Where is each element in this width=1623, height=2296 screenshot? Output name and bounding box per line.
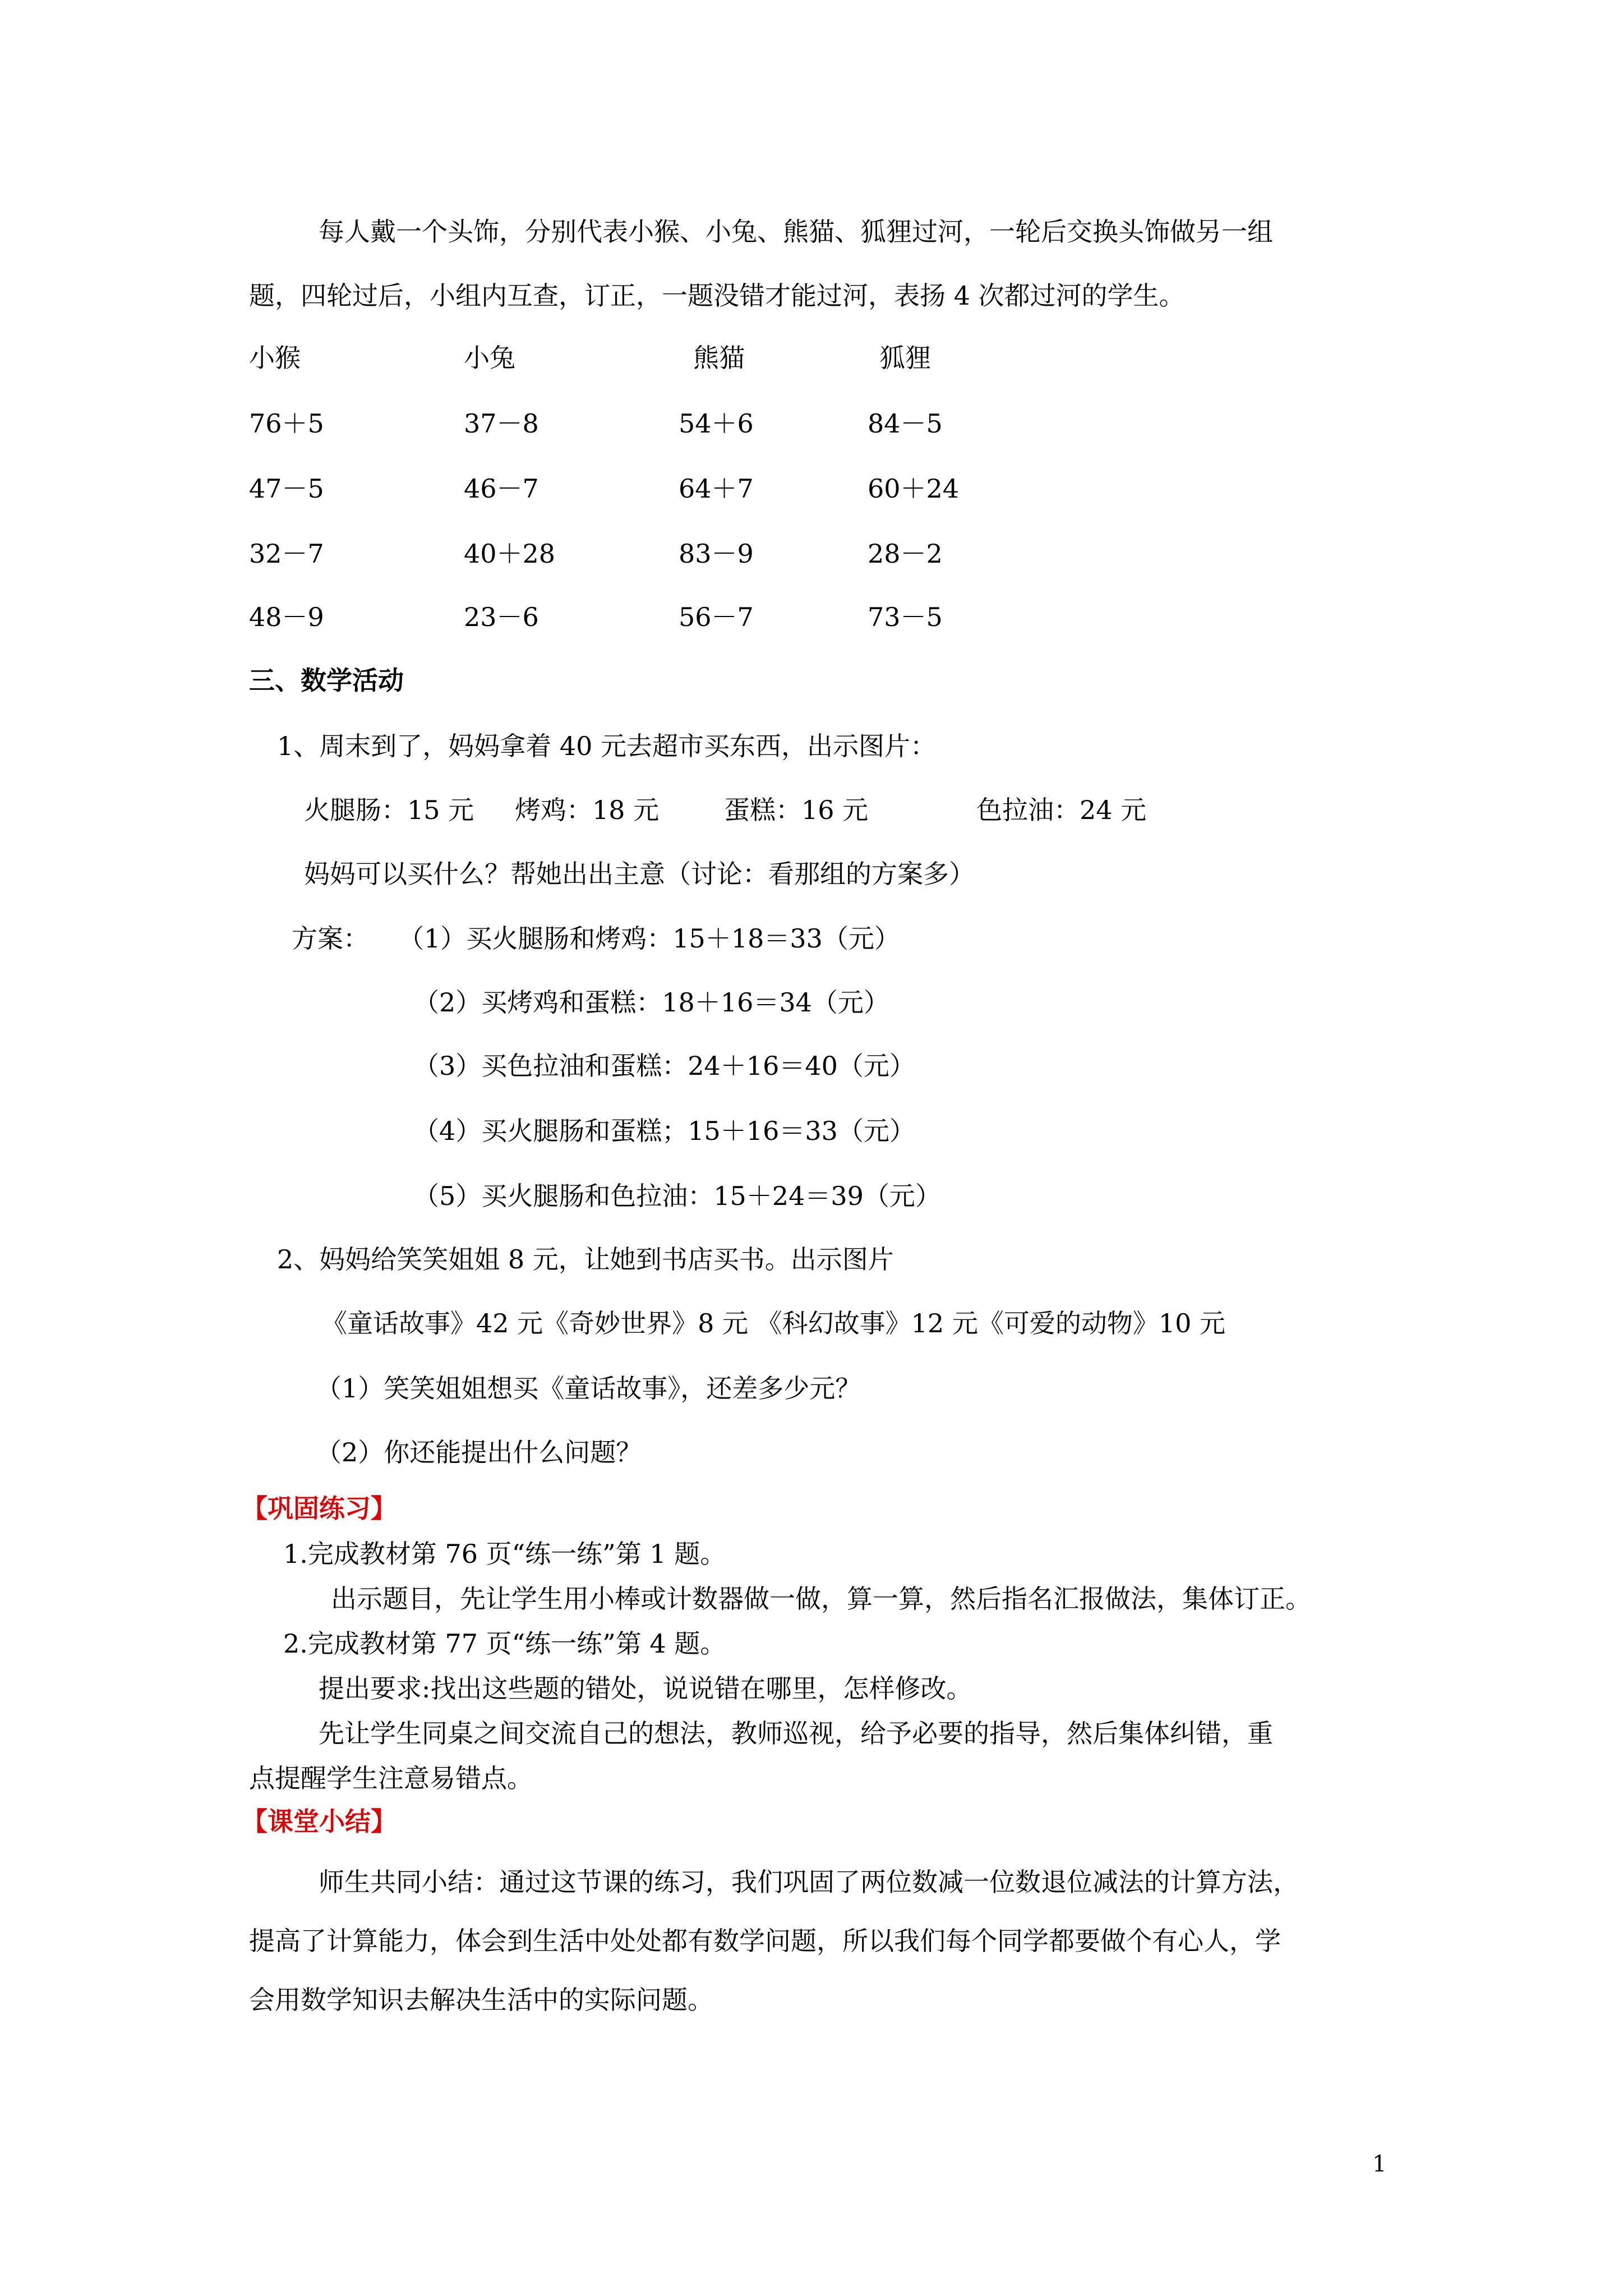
table-cell: 83－9 (679, 539, 754, 569)
plan-item: （4）买火腿肠和蛋糕；15＋16＝33（元） (413, 1116, 915, 1146)
practice-item-2: 2.完成教材第 77 页“练一练”第 4 题。 (283, 1628, 726, 1659)
table-cell: 73－5 (868, 602, 943, 632)
table-cell: 37－8 (464, 408, 539, 439)
summary-title: 【课堂小结】 (242, 1806, 396, 1837)
table-cell: 64＋7 (679, 473, 754, 504)
price-ham: 火腿肠：15 元 (304, 795, 474, 825)
table-cell: 56－7 (679, 602, 754, 632)
table-header-fox: 狐狸 (879, 343, 931, 373)
practice-item-2-desc-1: 先让学生同桌之间交流自己的想法，教师巡视，给予必要的指导，然后集体纠错，重 (319, 1718, 1273, 1749)
table-cell: 46－7 (464, 473, 539, 504)
table-cell: 28－2 (868, 539, 943, 569)
plan-item: （3）买色拉油和蛋糕：24＋16＝40（元） (413, 1051, 915, 1081)
table-cell: 23－6 (464, 602, 539, 632)
intro-line-1: 每人戴一个头饰，分别代表小猴、小兔、熊猫、狐狸过河，一轮后交换头饰做另一组 (319, 217, 1273, 247)
summary-line-3: 会用数学知识去解决生活中的实际问题。 (249, 1985, 713, 2015)
summary-line-1: 师生共同小结：通过这节课的练习，我们巩固了两位数减一位数退位减法的计算方法， (319, 1867, 1299, 1897)
table-cell: 40＋28 (464, 539, 556, 569)
plan-label: 方案： (292, 923, 369, 954)
plan-item: （2）买烤鸡和蛋糕：18＋16＝34（元） (413, 987, 889, 1018)
book-prices: 《童话故事》42 元《奇妙世界》8 元 《科幻故事》12 元《可爱的动物》10 元 (321, 1308, 1225, 1338)
page-number: 1 (1372, 2151, 1387, 2177)
section-title-math-activity: 三、数学活动 (249, 665, 404, 696)
price-cake: 蛋糕：16 元 (724, 795, 869, 825)
practice-item-1-desc: 出示题目，先让学生用小棒或计数器做一做，算一算，然后指名汇报做法，集体订正。 (331, 1584, 1311, 1614)
question-1-ask: 妈妈可以买什么？帮她出出主意（讨论：看那组的方案多） (304, 859, 975, 889)
practice-item-2-desc-2: 点提醒学生注意易错点。 (249, 1763, 533, 1793)
question-2-part-2: （2）你还能提出什么问题？ (316, 1437, 642, 1467)
table-cell: 48－9 (249, 602, 324, 632)
summary-line-2: 提高了计算能力，体会到生活中处处都有数学问题，所以我们每个同学都要做个有心人，学 (249, 1926, 1281, 1956)
table-cell: 54＋6 (679, 408, 754, 439)
table-cell: 84－5 (868, 408, 943, 439)
table-cell: 47－5 (249, 473, 324, 504)
intro-line-2: 题，四轮过后，小组内互查，订正，一题没错才能过河，表扬 4 次都过河的学生。 (249, 280, 1185, 311)
practice-item-1: 1.完成教材第 76 页“练一练”第 1 题。 (283, 1539, 726, 1569)
plan-item: （5）买火腿肠和色拉油：15＋24＝39（元） (413, 1181, 941, 1211)
price-oil: 色拉油：24 元 (976, 795, 1147, 825)
question-2-part-1: （1）笑笑姐姐想买《童话故事》，还差多少元？ (316, 1373, 861, 1404)
question-1: 1、周末到了，妈妈拿着 40 元去超市买东西，出示图片： (277, 731, 937, 761)
practice-title: 【巩固练习】 (242, 1493, 396, 1524)
plan-item: （1）买火腿肠和烤鸡：15＋18＝33（元） (398, 923, 900, 954)
practice-item-2-requirement: 提出要求:找出这些题的错处，说说错在哪里，怎样修改。 (319, 1673, 972, 1704)
table-cell: 32－7 (249, 539, 324, 569)
table-cell: 60＋24 (868, 473, 960, 504)
table-header-monkey: 小猴 (249, 343, 301, 373)
price-chicken: 烤鸡：18 元 (515, 795, 660, 825)
table-header-rabbit: 小兔 (464, 343, 515, 373)
table-cell: 76＋5 (249, 408, 324, 439)
question-2: 2、妈妈给笑笑姐姐 8 元，让她到书店买书。出示图片 (277, 1244, 894, 1274)
table-header-panda: 熊猫 (693, 343, 745, 373)
